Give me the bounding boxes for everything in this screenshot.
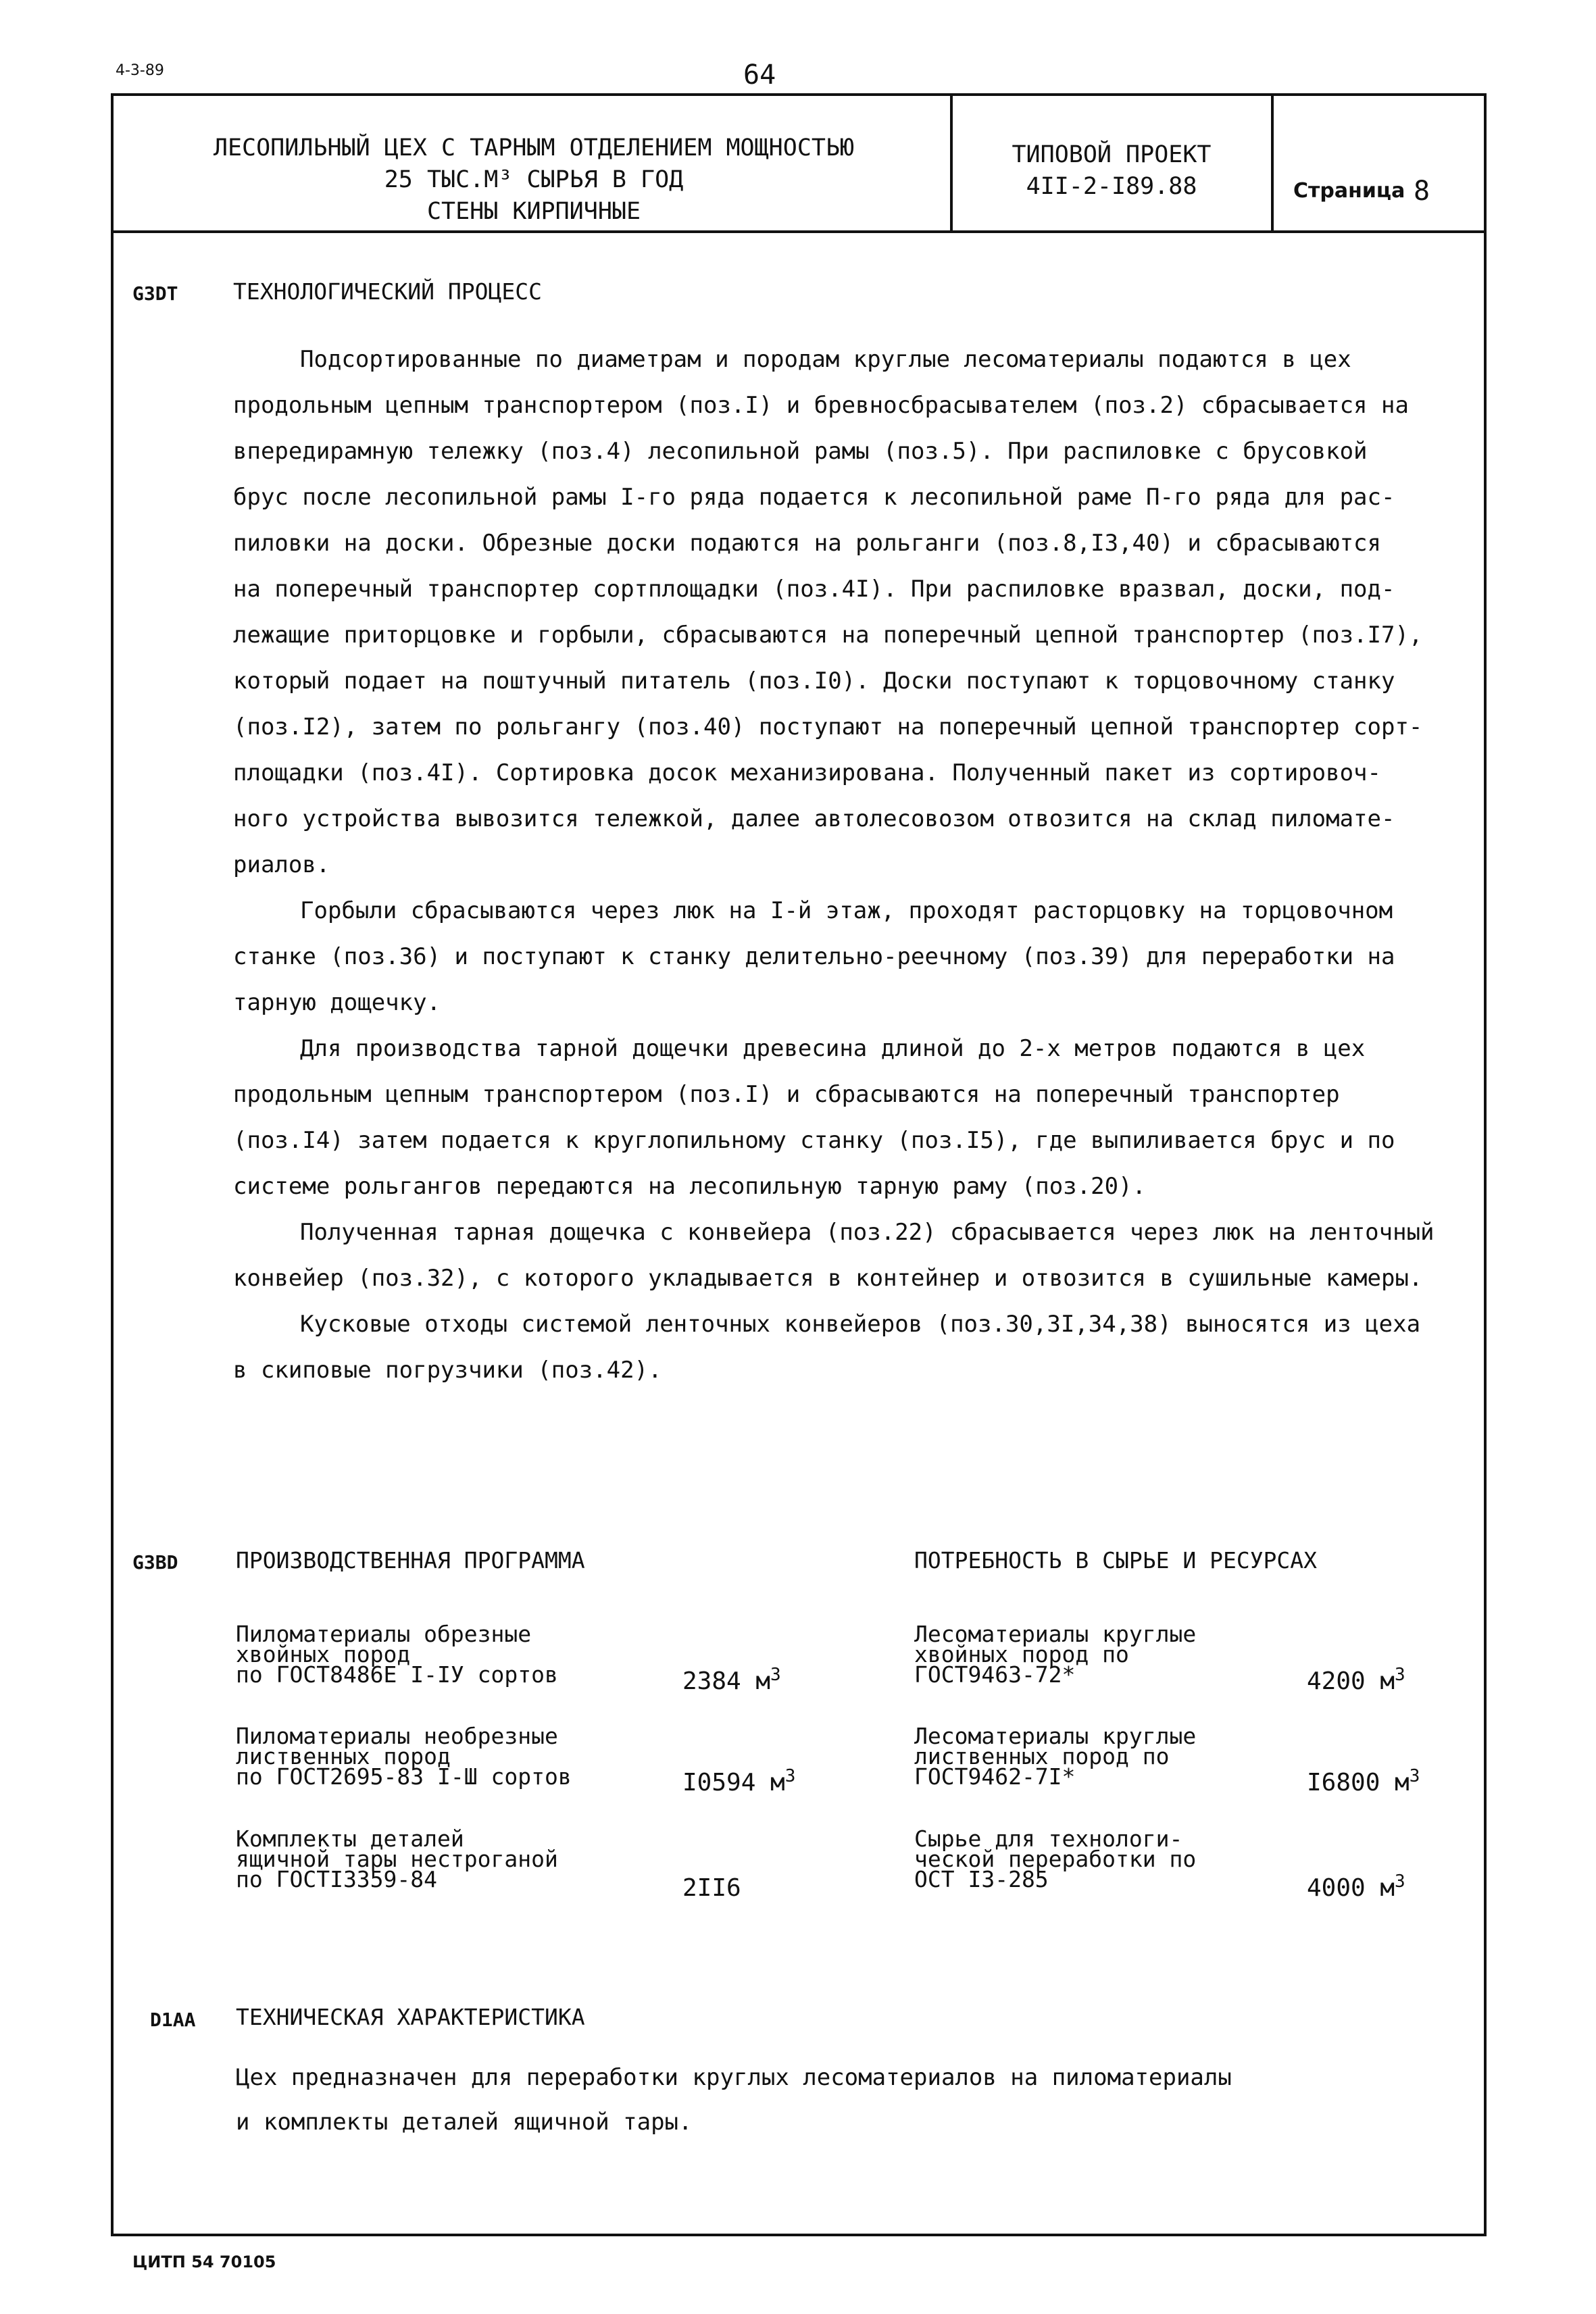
item-line: ческой переработки по (914, 1846, 1197, 1872)
program-item-value: 2384 $м^3$ (682, 1665, 781, 1695)
paragraph-line: Горбыли сбрасываются через люк на I-й этаж, проходят расторцовку на торцовочном (300, 897, 1393, 924)
item-line: Пиломатериалы обрезные (236, 1621, 532, 1647)
document-title (128, 132, 939, 228)
resource-item-value: 4200 $м^3$ (1307, 1665, 1405, 1695)
item-line: ящичной тары нестроганой (236, 1846, 558, 1872)
section-title-specs: ТЕХНИЧЕСКАЯ ХАРАКТЕРИСТИКА (236, 2004, 585, 2030)
program-item (236, 1826, 558, 1892)
paragraph-line: брус после лесопильной рамы I-го ряда подается к лесопильной раме П-го ряда для рас- (233, 484, 1395, 511)
paragraph-line: тарную дощечку. (233, 989, 441, 1016)
item-line: Комплекты деталей (236, 1826, 464, 1852)
specs-text (236, 2055, 1232, 2144)
page-value: 8 (1414, 176, 1430, 207)
page-label: Страница (1293, 179, 1405, 203)
paragraph-line: продольным цепным транспортером (поз.I) и бревносбрасывателем (поз.2) сбрасывается на (233, 392, 1409, 419)
paragraph-line: пиловки на доски. Обрезные доски подаются на рольганги (поз.8,I3,40) и сбрасываются (233, 530, 1381, 557)
paragraph-line: (поз.I4) затем подается к круглопильному станку (поз.I5), где выпиливается брус и по (233, 1127, 1395, 1154)
paragraph-line: в скиповые погрузчики (поз.42). (233, 1357, 662, 1384)
tech-process-text (0, 336, 1596, 1393)
project-label: ТИПОВОЙ ПРОЕКТ (1012, 141, 1212, 168)
section-title-tech: ТЕХНОЛОГИЧЕСКИЙ ПРОЦЕСС (233, 278, 542, 305)
paragraph-line: площадки (поз.4I). Сортировка досок механизирована. Полученный пакет из сортировоч- (233, 759, 1381, 786)
item-line: Пиломатериалы необрезные (236, 1723, 558, 1749)
item-line: по ГОСТ8486Е I-IУ сортов (236, 1661, 558, 1688)
header-divider (111, 230, 1487, 233)
resource-item (914, 1826, 1197, 1892)
section-code: G3DT (132, 282, 178, 305)
program-item-value: 2II6 (682, 1874, 741, 1902)
item-line: Лесоматериалы круглые (914, 1621, 1197, 1647)
item-line: по ГОСТI3359-84 (236, 1866, 438, 1892)
paragraph-line: станке (поз.36) и поступают к станку делительно-реечному (поз.39) для переработки на (233, 943, 1395, 970)
paragraph-line: на поперечный транспортер сортплощадки (поз.4I). При распиловке вразвал, доски, под- (233, 576, 1395, 603)
paragraph-line: Для производства тарной дощечки древесина длиной до 2-х метров подаются в цех (300, 1035, 1366, 1062)
resource-item-value: 4000 $м^3$ (1307, 1871, 1405, 1902)
paragraph-line: Цех предназначен для переработки круглых лесоматериалов на пиломатериалы (236, 2064, 1232, 2091)
paragraph-line: Полученная тарная дощечка с конвейера (поз.22) сбрасывается через люк на ленточный (300, 1219, 1435, 1246)
paragraph-line: (поз.I2), затем по рольгангу (поз.40) поступают на поперечный цепной транспортер сорт- (233, 713, 1423, 740)
item-line: ГОСТ9463-72* (914, 1661, 1076, 1688)
paragraph-line: конвейер (поз.32), с которого укладывается в контейнер и отвозится в сушильные камеры. (233, 1265, 1423, 1292)
section-title-resources: ПОТРЕБНОСТЬ В СЫРЬЕ И РЕСУРСАХ (914, 1547, 1318, 1574)
paragraph-line: который подает на поштучный питатель (поз.I0). Доски поступают к торцовочному станку (233, 668, 1395, 695)
paragraph-line: Подсортированные по диаметрам и породам круглые лесоматериалы подаются в цех (300, 346, 1351, 373)
item-line: хвойных пород (236, 1641, 411, 1667)
item-line: Сырье для технологи- (914, 1826, 1183, 1852)
sheet-code: 4-3-89 (116, 62, 164, 79)
paragraph-line: системе рольгангов передаются на лесопильную тарную раму (поз.20). (233, 1173, 1147, 1200)
paragraph-line: ного устройства вывозится тележкой, далее автолесовозом отвозится на склад пиломате- (233, 805, 1395, 832)
header-column-divider (1271, 93, 1274, 233)
item-line: ГОСТ9462-7I* (914, 1763, 1076, 1790)
title-line: ЛЕСОПИЛЬНЫЙ ЦЕХ С ТАРНЫМ ОТДЕЛЕНИЕМ МОЩНОСТЬЮ (213, 134, 855, 161)
program-item (236, 1723, 572, 1790)
section-code: D1AA (150, 2009, 196, 2031)
title-line: 25 ТЫС.М³ СЫРЬЯ В ГОД (384, 166, 684, 193)
project-block (959, 139, 1264, 203)
item-line: хвойных пород по (914, 1641, 1129, 1667)
item-line: лиственных пород (236, 1743, 451, 1769)
program-item (236, 1621, 558, 1688)
item-line: по ГОСТ2695-83 I-Ш сортов (236, 1763, 572, 1790)
paragraph-line: впередирамную тележку (поз.4) лесопильной рамы (поз.5). При распиловке с брусовкой (233, 438, 1368, 465)
paragraph-line: лежащие приторцовке и горбыли, сбрасываются на поперечный цепной транспортер (поз.I7), (233, 622, 1423, 649)
item-line: Лесоматериалы круглые (914, 1723, 1197, 1749)
section-code: G3BD (132, 1551, 178, 1574)
footer-stamp: ЦИТП 54 70105 (132, 2253, 276, 2271)
resource-item-value: I6800 $м^3$ (1307, 1766, 1420, 1796)
resource-item (914, 1723, 1197, 1790)
paragraph-line: продольным цепным транспортером (поз.I) и сбрасываются на поперечный транспортер (233, 1081, 1340, 1108)
title-line: СТЕНЫ КИРПИЧНЫЕ (426, 198, 641, 225)
header-column-divider (950, 93, 953, 233)
item-line: лиственных пород по (914, 1743, 1170, 1769)
paragraph-line: Кусковые отходы системой ленточных конвейеров (поз.30,3I,34,38) выносятся из цеха (300, 1311, 1421, 1338)
paragraph-line: и комплекты деталей ящичной тары. (236, 2109, 693, 2136)
resource-item (914, 1621, 1197, 1688)
item-line: ОСТ I3-285 (914, 1866, 1049, 1892)
section-title-program: ПРОИЗВОДСТВЕННАЯ ПРОГРАММА (236, 1547, 585, 1574)
paragraph-line: риалов. (233, 851, 330, 878)
page-number: 64 (743, 59, 776, 91)
program-item-value: I0594 $м^3$ (682, 1766, 796, 1796)
project-number: 4II-2-I89.88 (1026, 173, 1197, 200)
